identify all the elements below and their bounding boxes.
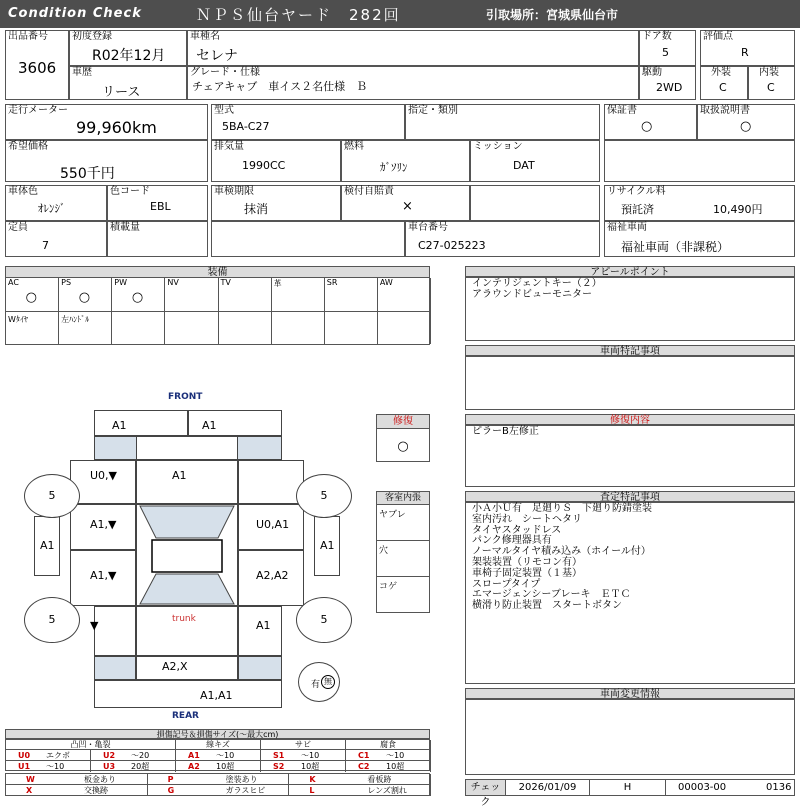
manual: ○ bbox=[740, 119, 752, 134]
legend-code: K bbox=[309, 775, 316, 784]
equip-cell-2 bbox=[112, 278, 165, 312]
check-code: 00003-00 bbox=[678, 782, 727, 793]
legend-cell bbox=[176, 750, 261, 761]
equip-cell-7 bbox=[378, 278, 431, 312]
auction-title: ＮＰＳ仙台ヤード 282回 bbox=[196, 6, 401, 24]
cabin-glass bbox=[136, 504, 238, 606]
equip-cell-6 bbox=[325, 278, 378, 312]
legend-code: G bbox=[167, 786, 175, 795]
note-line: 横滑り防止装置 スタートボタン bbox=[472, 600, 622, 612]
equip-label: TV bbox=[220, 278, 231, 287]
legend-code: U2 bbox=[103, 751, 116, 760]
legend-table-2 bbox=[5, 773, 430, 796]
legend-code: C2 bbox=[358, 762, 370, 771]
fuel-cell: 燃料 ｶﾞｿﾘﾝ bbox=[341, 140, 470, 182]
note-line: 小Ａ小Ｕ有 足廻りＳ 下廻り防錆塗装 bbox=[472, 503, 652, 514]
legend-code: U0 bbox=[18, 751, 31, 760]
legend-title: 損傷記号＆損傷サイズ(～最大cm) bbox=[5, 729, 430, 739]
interior-cell: 内装 C bbox=[748, 66, 795, 100]
legend-desc: ～10 bbox=[386, 751, 405, 760]
legend-desc: ～20 bbox=[131, 751, 150, 760]
equip-cell-r2-6 bbox=[325, 312, 378, 344]
brand-title: Condition Check bbox=[8, 6, 142, 21]
mark-side-left: A1 bbox=[40, 539, 55, 552]
note-line: インテリジェントキー（２） bbox=[472, 278, 602, 289]
cabin-title: 客室内張 bbox=[377, 492, 429, 505]
mark-door-front-right: U0,A1 bbox=[256, 518, 290, 531]
capacity: 7 bbox=[42, 239, 49, 252]
tire-front-left: 5 bbox=[24, 474, 80, 518]
note-line: 車椅子固定装置（１基） bbox=[472, 567, 582, 579]
grade-score-cell: 評価点 R bbox=[700, 30, 795, 66]
chassis-cell: 車台番号 C27-025223 bbox=[405, 221, 600, 257]
doors: 5 bbox=[662, 46, 669, 59]
equip-label: Wﾀｲﾔ bbox=[8, 315, 28, 324]
price-cell: 希望価格 550千円 bbox=[5, 140, 208, 182]
legend-table bbox=[5, 739, 430, 771]
equip-cell-3 bbox=[165, 278, 218, 312]
legend-code: L bbox=[309, 786, 315, 795]
legend-header: 凸凹・亀裂 bbox=[6, 740, 176, 750]
special-panel bbox=[465, 356, 795, 410]
equip-label: NV bbox=[167, 278, 179, 287]
warranty: ○ bbox=[641, 119, 653, 134]
grade: チェアキャブ 車イス２名仕様 Ｂ bbox=[192, 80, 368, 93]
rear-label: REAR bbox=[172, 711, 199, 721]
legend-cell bbox=[91, 761, 176, 772]
legend-cell bbox=[346, 761, 431, 772]
equip-cell-4 bbox=[219, 278, 272, 312]
legend-code: S1 bbox=[273, 751, 285, 760]
blank-cell-r5 bbox=[470, 185, 600, 221]
tire-rear-right: 5 bbox=[296, 597, 352, 643]
capacity-cell: 定員 7 bbox=[5, 221, 107, 257]
lot-number: 3606 bbox=[18, 59, 57, 77]
color-cell: 車体色 ｵﾚﾝｼﾞ bbox=[5, 185, 107, 221]
cabin-box bbox=[376, 491, 430, 613]
trunk-label: trunk bbox=[172, 614, 196, 624]
interior: C bbox=[767, 81, 775, 94]
color-code: EBL bbox=[150, 200, 171, 213]
displacement: 1990CC bbox=[242, 159, 286, 172]
equip-value: ○ bbox=[25, 290, 37, 305]
manual-cell: 取扱説明書 ○ bbox=[697, 104, 795, 140]
grade-score: R bbox=[741, 46, 749, 59]
car-name: セレナ bbox=[196, 48, 238, 64]
welfare-cell: 福祉車両 福祉車両（非課税） bbox=[604, 221, 795, 257]
check-inspector: H bbox=[590, 780, 666, 795]
legend-cell-2 bbox=[148, 785, 290, 796]
note-line: 室内汚れ シートヘタリ bbox=[472, 513, 582, 525]
check-label: チェック bbox=[466, 780, 506, 795]
exterior-cell: 外装 C bbox=[700, 66, 748, 100]
fuel: ｶﾞｿﾘﾝ bbox=[380, 161, 408, 174]
legend-desc: 10超 bbox=[386, 762, 405, 771]
equipment-table bbox=[5, 277, 430, 345]
designation-cell: 指定・類別 bbox=[405, 104, 600, 140]
mileage: 99,960km bbox=[76, 118, 157, 137]
repair-value: ○ bbox=[397, 439, 409, 454]
color: ｵﾚﾝｼﾞ bbox=[38, 202, 66, 215]
legend-code: C1 bbox=[358, 751, 370, 760]
spare-tire: 有 無 bbox=[298, 662, 340, 702]
legend-cell bbox=[261, 761, 346, 772]
equip-cell-r2-5 bbox=[272, 312, 325, 344]
mark-hood-left: A1 bbox=[112, 419, 127, 432]
equip-label: PS bbox=[61, 278, 72, 287]
first-reg: R02年12月 bbox=[92, 48, 166, 64]
legend-cell bbox=[176, 761, 261, 772]
load-cell: 積載量 bbox=[107, 221, 208, 257]
displacement-cell: 排気量 1990CC bbox=[211, 140, 341, 182]
legend-desc: 板金あり bbox=[84, 775, 116, 784]
legend-cell bbox=[261, 750, 346, 761]
check-codes bbox=[672, 780, 796, 795]
legend-desc: レンズ割れ bbox=[367, 786, 407, 795]
first-reg-cell: 初度登録 R02年12月 bbox=[69, 30, 187, 66]
legend-cell bbox=[6, 750, 91, 761]
equip-label: AW bbox=[379, 278, 393, 287]
equip-cell-r2-2 bbox=[112, 312, 165, 344]
legend-desc: 看板跡 bbox=[367, 775, 392, 784]
legend-cell-2 bbox=[6, 785, 148, 796]
blank-cell-r4 bbox=[604, 140, 795, 182]
equip-label: 左ﾊﾝﾄﾞﾙ bbox=[61, 315, 90, 324]
mark-door-front-left: A1,▼ bbox=[90, 518, 117, 531]
mark-door-rear-right: A2,A2 bbox=[256, 569, 289, 582]
note-line: タイヤスタッドレス bbox=[472, 524, 562, 536]
liability-cell: 検付自賠責 × bbox=[341, 185, 470, 221]
equipment-title: 装備 bbox=[5, 266, 430, 278]
legend-cell-2 bbox=[289, 785, 431, 796]
equip-label: PW bbox=[114, 278, 127, 287]
legend-desc: 20超 bbox=[131, 762, 150, 771]
legend-code: A2 bbox=[188, 762, 200, 771]
note-line: ノーマルタイヤ積み込み（ホイール付） bbox=[472, 546, 651, 558]
mark-hood-right: A1 bbox=[202, 419, 217, 432]
model: 5BA-C27 bbox=[222, 120, 270, 133]
legend-code: X bbox=[26, 786, 33, 795]
legend-desc: ～10 bbox=[46, 762, 65, 771]
equip-cell-1 bbox=[59, 278, 112, 312]
warranty-cell: 保証書 ○ bbox=[604, 104, 697, 140]
equip-cell-r2-3 bbox=[165, 312, 218, 344]
legend-desc: 10超 bbox=[301, 762, 320, 771]
legend-cell-2 bbox=[148, 774, 290, 785]
history-cell: 車歴 リース bbox=[69, 66, 187, 100]
mileage-cell: 走行メーター 99,960km bbox=[5, 104, 208, 140]
legend-cell-2 bbox=[6, 774, 148, 785]
legend-desc: 交換跡 bbox=[84, 786, 108, 795]
equip-label: 革 bbox=[273, 279, 282, 288]
change-panel bbox=[465, 699, 795, 775]
inspection-panel bbox=[465, 502, 795, 684]
mark-rear-gate: A2,X bbox=[162, 660, 188, 673]
lot-cell: 出品番号 3606 bbox=[5, 30, 69, 100]
appeal-title: アピールポイント bbox=[465, 266, 795, 277]
legend-cell bbox=[91, 750, 176, 761]
repair-title: 修復 bbox=[377, 415, 429, 429]
note-line: 架装装置（リモコン有） bbox=[472, 556, 582, 568]
car-name-cell: 車種名 セレナ bbox=[187, 30, 639, 66]
exterior: C bbox=[719, 81, 727, 94]
legend-code: S2 bbox=[273, 762, 285, 771]
doors-cell: ドア数 5 bbox=[639, 30, 696, 66]
tire-rear-left: 5 bbox=[24, 597, 80, 643]
equip-cell-5 bbox=[272, 278, 325, 312]
blank-cell-r6 bbox=[211, 221, 405, 257]
header-bar bbox=[0, 0, 800, 28]
check-date: 2026/01/09 bbox=[506, 780, 590, 795]
equip-label: AC bbox=[8, 278, 19, 287]
note-line: ピラーB左修正 bbox=[472, 426, 539, 437]
appeal-panel bbox=[465, 277, 795, 341]
color-code-cell: 色コード EBL bbox=[107, 185, 208, 221]
legend-desc: エクボ bbox=[46, 751, 70, 760]
equip-cell-r2-7 bbox=[378, 312, 431, 344]
equip-label: SR bbox=[326, 278, 338, 287]
legend-header: サビ bbox=[261, 740, 346, 750]
change-title: 車両変更情報 bbox=[465, 688, 795, 699]
cabin-item: 穴 bbox=[377, 541, 429, 577]
legend-desc: ガラスヒビ bbox=[225, 786, 266, 795]
transmission: DAT bbox=[513, 159, 535, 172]
legend-cell bbox=[346, 750, 431, 761]
history: リース bbox=[102, 85, 141, 100]
mark-rear-bumper: A1,A1 bbox=[200, 689, 233, 702]
mark-side-right: A1 bbox=[320, 539, 335, 552]
repair-content-title: 修復内容 bbox=[465, 414, 795, 425]
note-line: パンク修理器具有 bbox=[472, 535, 552, 547]
repair-content-panel bbox=[465, 425, 795, 487]
legend-desc: ～10 bbox=[301, 751, 320, 760]
equip-cell-r2-4 bbox=[219, 312, 272, 344]
legend-desc: ～10 bbox=[216, 751, 235, 760]
legend-code: U3 bbox=[103, 762, 116, 771]
cabin-item: ヤブレ bbox=[377, 505, 429, 541]
inspection: 抹消 bbox=[244, 202, 269, 216]
front-label: FRONT bbox=[168, 392, 203, 402]
equip-cell-r2-1 bbox=[59, 312, 112, 344]
note-line: エマージェンシーブレーキ ＥＴＣ bbox=[472, 589, 631, 601]
grade-cell: グレード・仕様 チェアキャブ 車イス２名仕様 Ｂ bbox=[187, 66, 639, 100]
recycle-status: 預託済 bbox=[621, 203, 654, 216]
legend-header: 腐食 bbox=[346, 740, 431, 750]
equip-value: ○ bbox=[131, 290, 144, 305]
legend-header: 線キズ bbox=[176, 740, 261, 750]
mark-door-rear-left: A1,▼ bbox=[90, 569, 117, 582]
inspection-title: 査定特記事項 bbox=[465, 491, 795, 502]
legend-desc: 10超 bbox=[216, 762, 235, 771]
legend-code: U1 bbox=[18, 762, 31, 771]
pickup-location: 引取場所：宮城県仙台市 bbox=[486, 8, 619, 22]
price: 550千円 bbox=[60, 166, 115, 182]
recycle-cell: リサイクル料 預託済 10,490円 bbox=[604, 185, 795, 221]
model-cell: 型式 5BA-C27 bbox=[211, 104, 405, 140]
transmission-cell: ミッション DAT bbox=[470, 140, 600, 182]
legend-code: P bbox=[167, 775, 174, 784]
check-num: 0136 bbox=[766, 782, 792, 793]
chassis-number: C27-025223 bbox=[418, 239, 486, 252]
mark-quarter-right: A1 bbox=[256, 619, 271, 632]
legend-code: A1 bbox=[188, 751, 200, 760]
repair-box bbox=[376, 414, 430, 462]
welfare: 福祉車両（非課税） bbox=[621, 240, 730, 254]
equip-value: ○ bbox=[78, 290, 91, 305]
tire-front-right: 5 bbox=[296, 474, 352, 518]
legend-code: W bbox=[26, 775, 35, 784]
equip-cell-0 bbox=[6, 278, 59, 312]
legend-cell-2 bbox=[289, 774, 431, 785]
note-line: スロープタイプ bbox=[472, 578, 541, 590]
drive: 2WD bbox=[656, 81, 683, 94]
check-footer bbox=[465, 779, 795, 808]
cabin-item: コゲ bbox=[379, 582, 398, 592]
note-line: アラウンドビューモニター bbox=[472, 288, 592, 300]
special-title: 車両特記事項 bbox=[465, 345, 795, 356]
equip-cell-r2-0 bbox=[6, 312, 59, 344]
inspection-cell: 車検期限 抹消 bbox=[211, 185, 341, 221]
recycle-amount: 10,490円 bbox=[713, 203, 763, 216]
drive-cell: 駆動 2WD bbox=[639, 66, 696, 100]
liability: × bbox=[402, 199, 413, 214]
mark-front-left: U0,▼ bbox=[90, 469, 118, 482]
legend-cell bbox=[6, 761, 91, 772]
mark-quarter-left: ▼ bbox=[90, 619, 99, 632]
mark-windshield: A1 bbox=[172, 469, 187, 482]
legend-desc: 塗装あり bbox=[225, 775, 258, 784]
